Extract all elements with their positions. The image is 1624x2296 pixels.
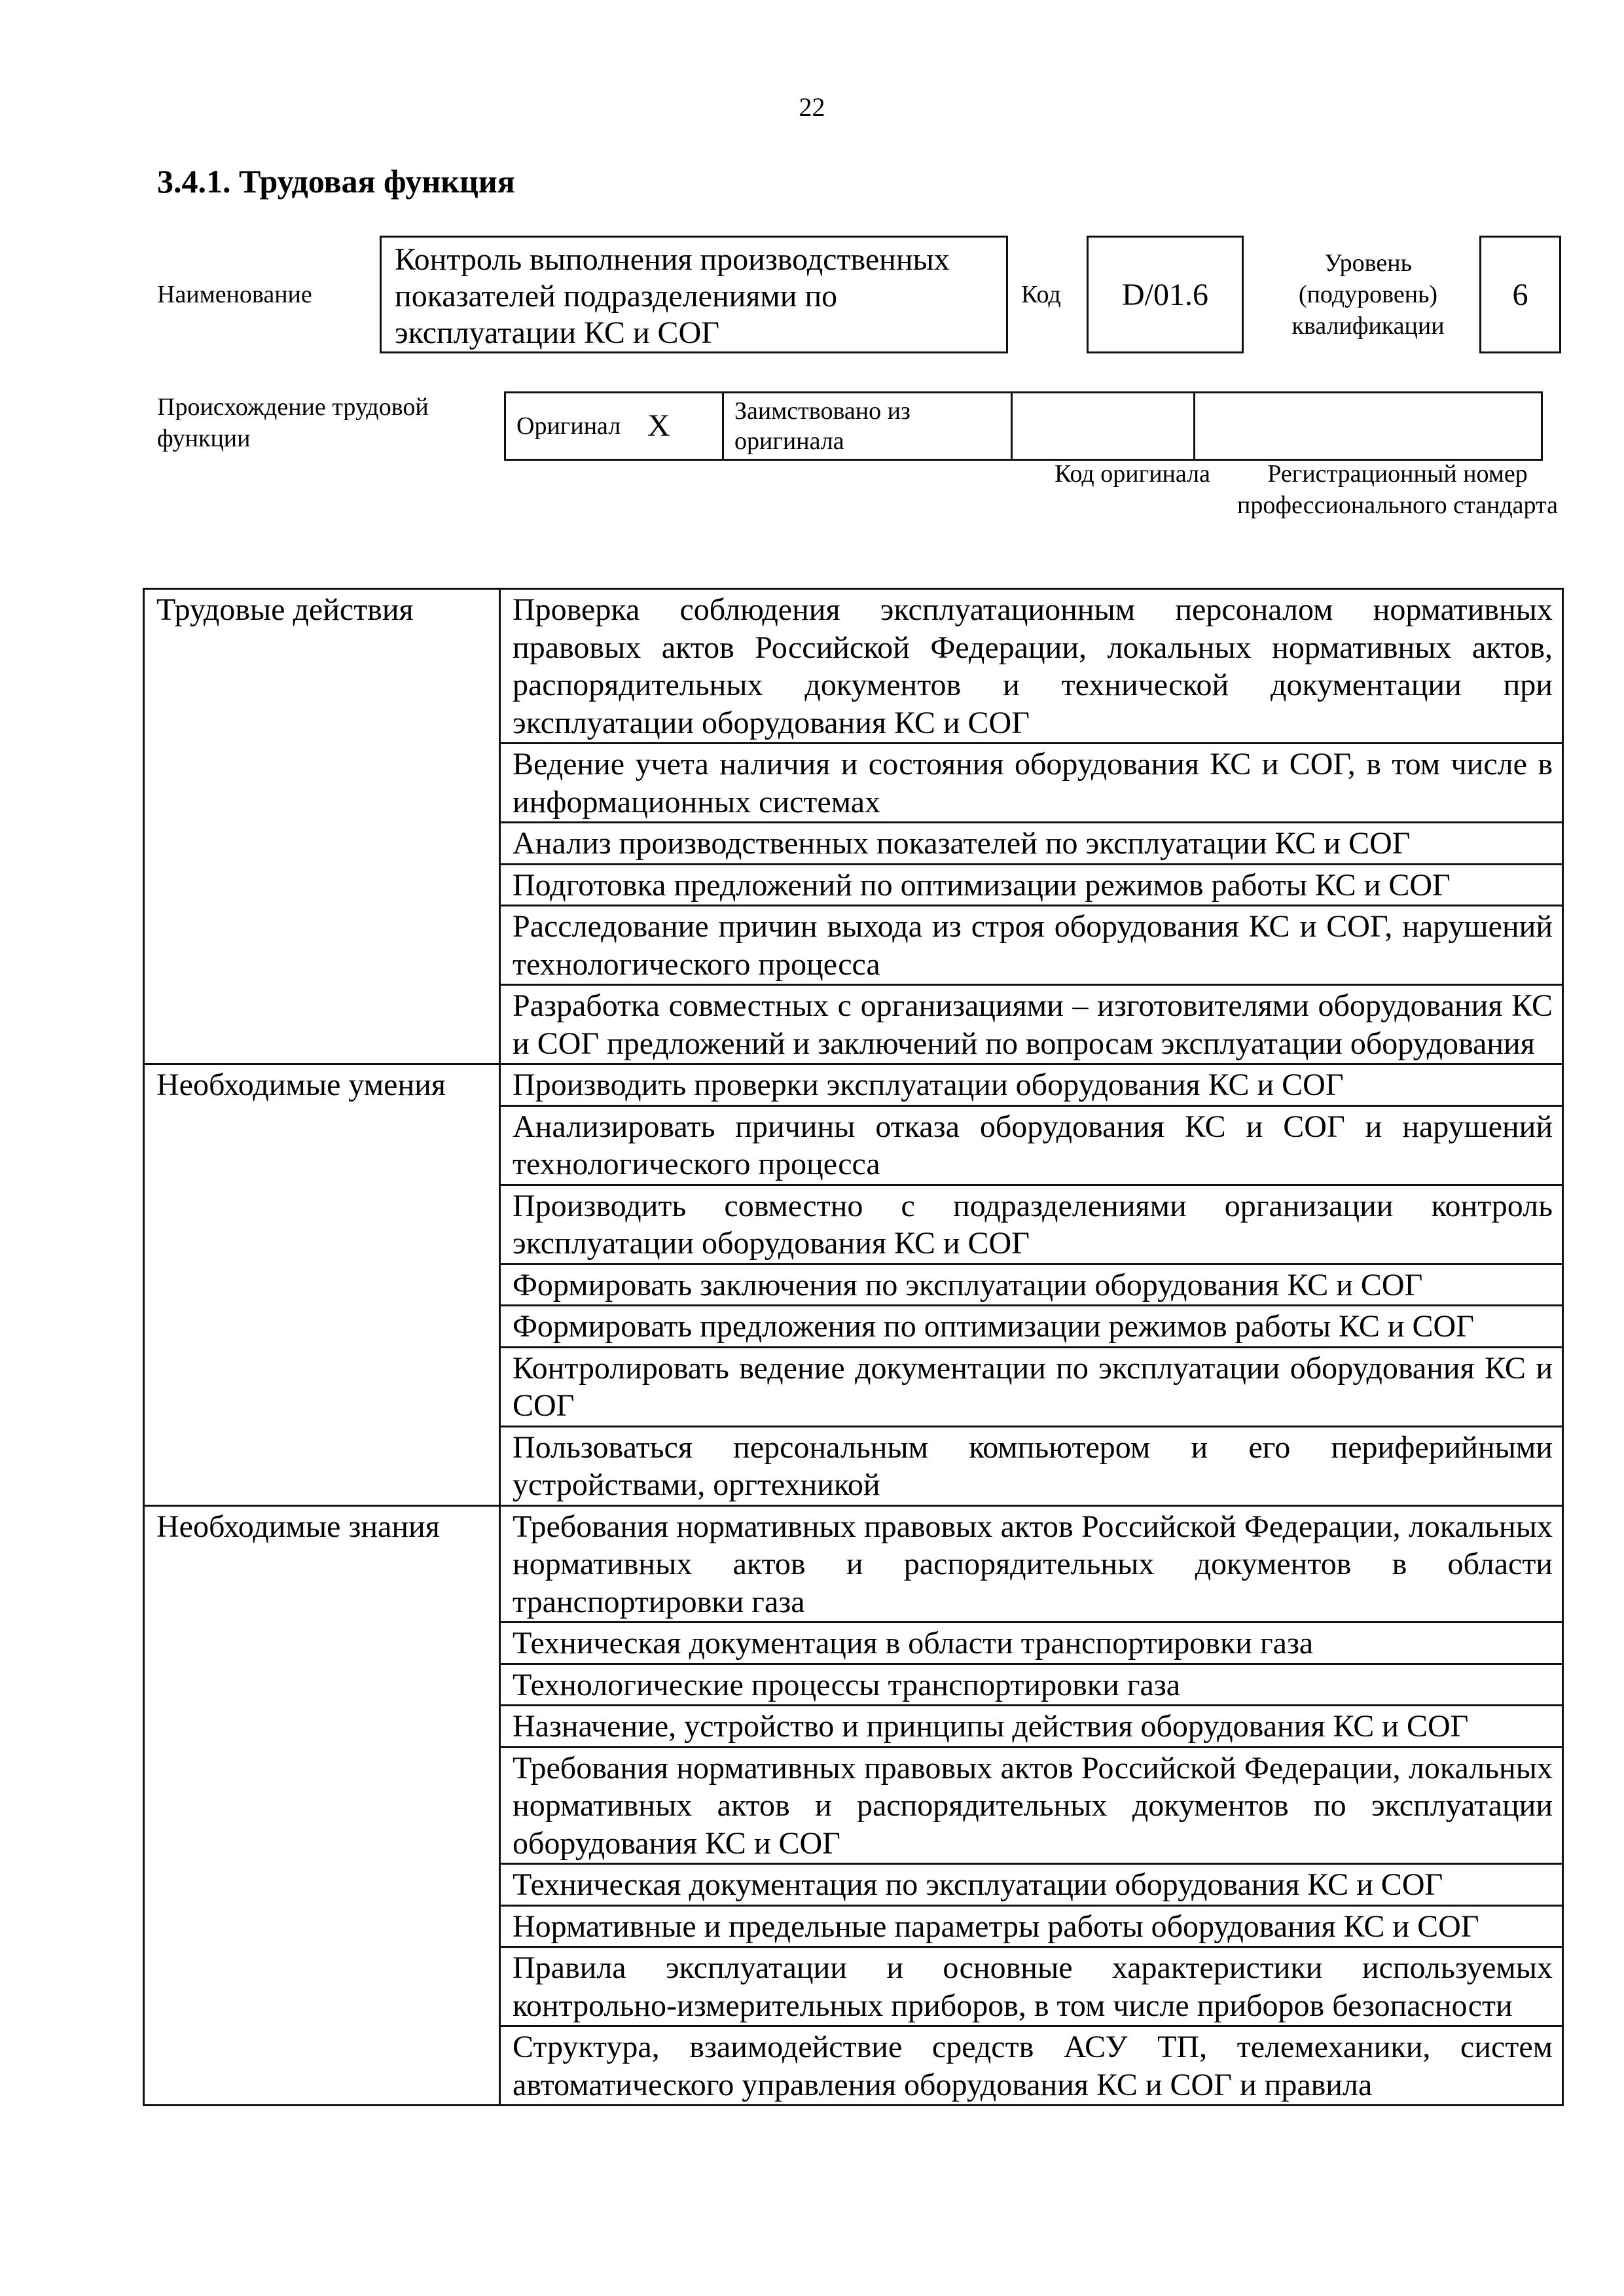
original-code-caption: Код оригинала — [1055, 460, 1210, 488]
requirement-item: Требования нормативных правовых актов Российской Федерации, локальных нормативных актов и распорядительных документов по эксплуатации оборудования КС и СОГ — [500, 1747, 1563, 1864]
function-details-table — [143, 588, 1564, 2106]
name-label: Наименование — [157, 281, 312, 308]
page-number: 22 — [799, 92, 825, 122]
category-labor-actions: Трудовые действия — [144, 589, 500, 1064]
requirement-item: Формировать заключения по эксплуатации оборудования КС и СОГ — [500, 1264, 1563, 1306]
original-mark-cell: X — [637, 393, 723, 460]
requirement-item: Производить совместно с подразделениями организации контроль эксплуатации оборудования КС и СОГ — [500, 1185, 1563, 1264]
requirement-item: Расследование причин выхода из строя оборудования КС и СОГ, нарушений технологического процесса — [500, 906, 1563, 985]
code-value: D/01.6 — [1122, 277, 1208, 312]
requirement-item: Анализировать причины отказа оборудования КС и СОГ и нарушений технологического процесса — [500, 1105, 1563, 1185]
requirement-item: Формировать предложения по оптимизации режимов работы КС и СОГ — [500, 1306, 1563, 1348]
requirement-item: Подготовка предложений по оптимизации режимов работы КС и СОГ — [500, 864, 1563, 906]
requirement-item: Техническая документация по эксплуатации оборудования КС и СОГ — [500, 1864, 1563, 1906]
requirement-item: Нормативные и предельные параметры работы оборудования КС и СОГ — [500, 1905, 1563, 1947]
registration-number-cell — [1195, 393, 1542, 460]
qualification-level-value: 6 — [1512, 277, 1528, 312]
registration-number-caption: Регистрационный номер профессионального стандарта — [1237, 460, 1558, 519]
section-title: 3.4.1. Трудовая функция — [157, 163, 515, 200]
requirement-item: Технологические процессы транспортировки газа — [500, 1664, 1563, 1706]
requirement-item: Назначение, устройство и принципы действия оборудования КС и СОГ — [500, 1706, 1563, 1748]
qualification-level-box — [1479, 236, 1561, 353]
origin-label: Происхождение трудовой функции — [157, 393, 429, 452]
code-value-box — [1087, 236, 1244, 353]
requirement-item: Проверка соблюдения эксплуатационным персоналом нормативных правовых актов Российской Федерации, локальных нормативных актов, распорядительных документов и технической документации при эксплуатации оборудования КС и СОГ — [500, 589, 1563, 744]
category-required-skills: Необходимые умения — [144, 1064, 500, 1506]
original-code-cell — [1012, 393, 1195, 460]
requirement-item: Ведение учета наличия и состояния оборудования КС и СОГ, в том числе в информационных системах — [500, 744, 1563, 823]
requirement-item: Пользоваться персональным компьютером и его периферийными устройствами, оргтехникой — [500, 1426, 1563, 1505]
requirement-item: Производить проверки эксплуатации оборудования КС и СОГ — [500, 1064, 1563, 1106]
requirement-item: Разработка совместных с организациями – изготовителями оборудования КС и СОГ предложений и заключений по вопросам эксплуатации оборудования — [500, 985, 1563, 1064]
qualification-level-label: Уровень (подуровень) квалификации — [1291, 249, 1445, 340]
requirement-item: Техническая документация в области транспортировки газа — [500, 1623, 1563, 1664]
requirement-item: Правила эксплуатации и основные характеристики используемых контрольно-измерительных приборов, в том числе приборов безопасности — [500, 1947, 1563, 2026]
category-required-knowledge: Необходимые знания — [144, 1505, 500, 2106]
table-row — [144, 1064, 1563, 1106]
table-row — [144, 589, 1563, 744]
table-row — [144, 1505, 1563, 1623]
requirement-item: Требования нормативных правовых актов Российской Федерации, локальных нормативных актов и распорядительных документов в области транспортировки газа — [500, 1505, 1563, 1623]
code-label: Код — [1021, 281, 1061, 308]
borrowed-label-cell: Заимствовано из оригинала — [723, 393, 1012, 460]
requirement-item: Структура, взаимодействие средств АСУ ТП, телемеханики, систем автоматического управления оборудования КС и СОГ и правила — [500, 2026, 1563, 2106]
requirement-item: Контролировать ведение документации по эксплуатации оборудования КС и СОГ — [500, 1347, 1563, 1426]
requirement-item: Анализ производственных показателей по эксплуатации КС и СОГ — [500, 823, 1563, 865]
function-name-box: Контроль выполнения производственных показателей подразделениями по эксплуатации КС и СОГ — [380, 236, 1008, 353]
original-label-cell: Оригинал — [505, 393, 638, 460]
origin-table — [504, 391, 1543, 461]
